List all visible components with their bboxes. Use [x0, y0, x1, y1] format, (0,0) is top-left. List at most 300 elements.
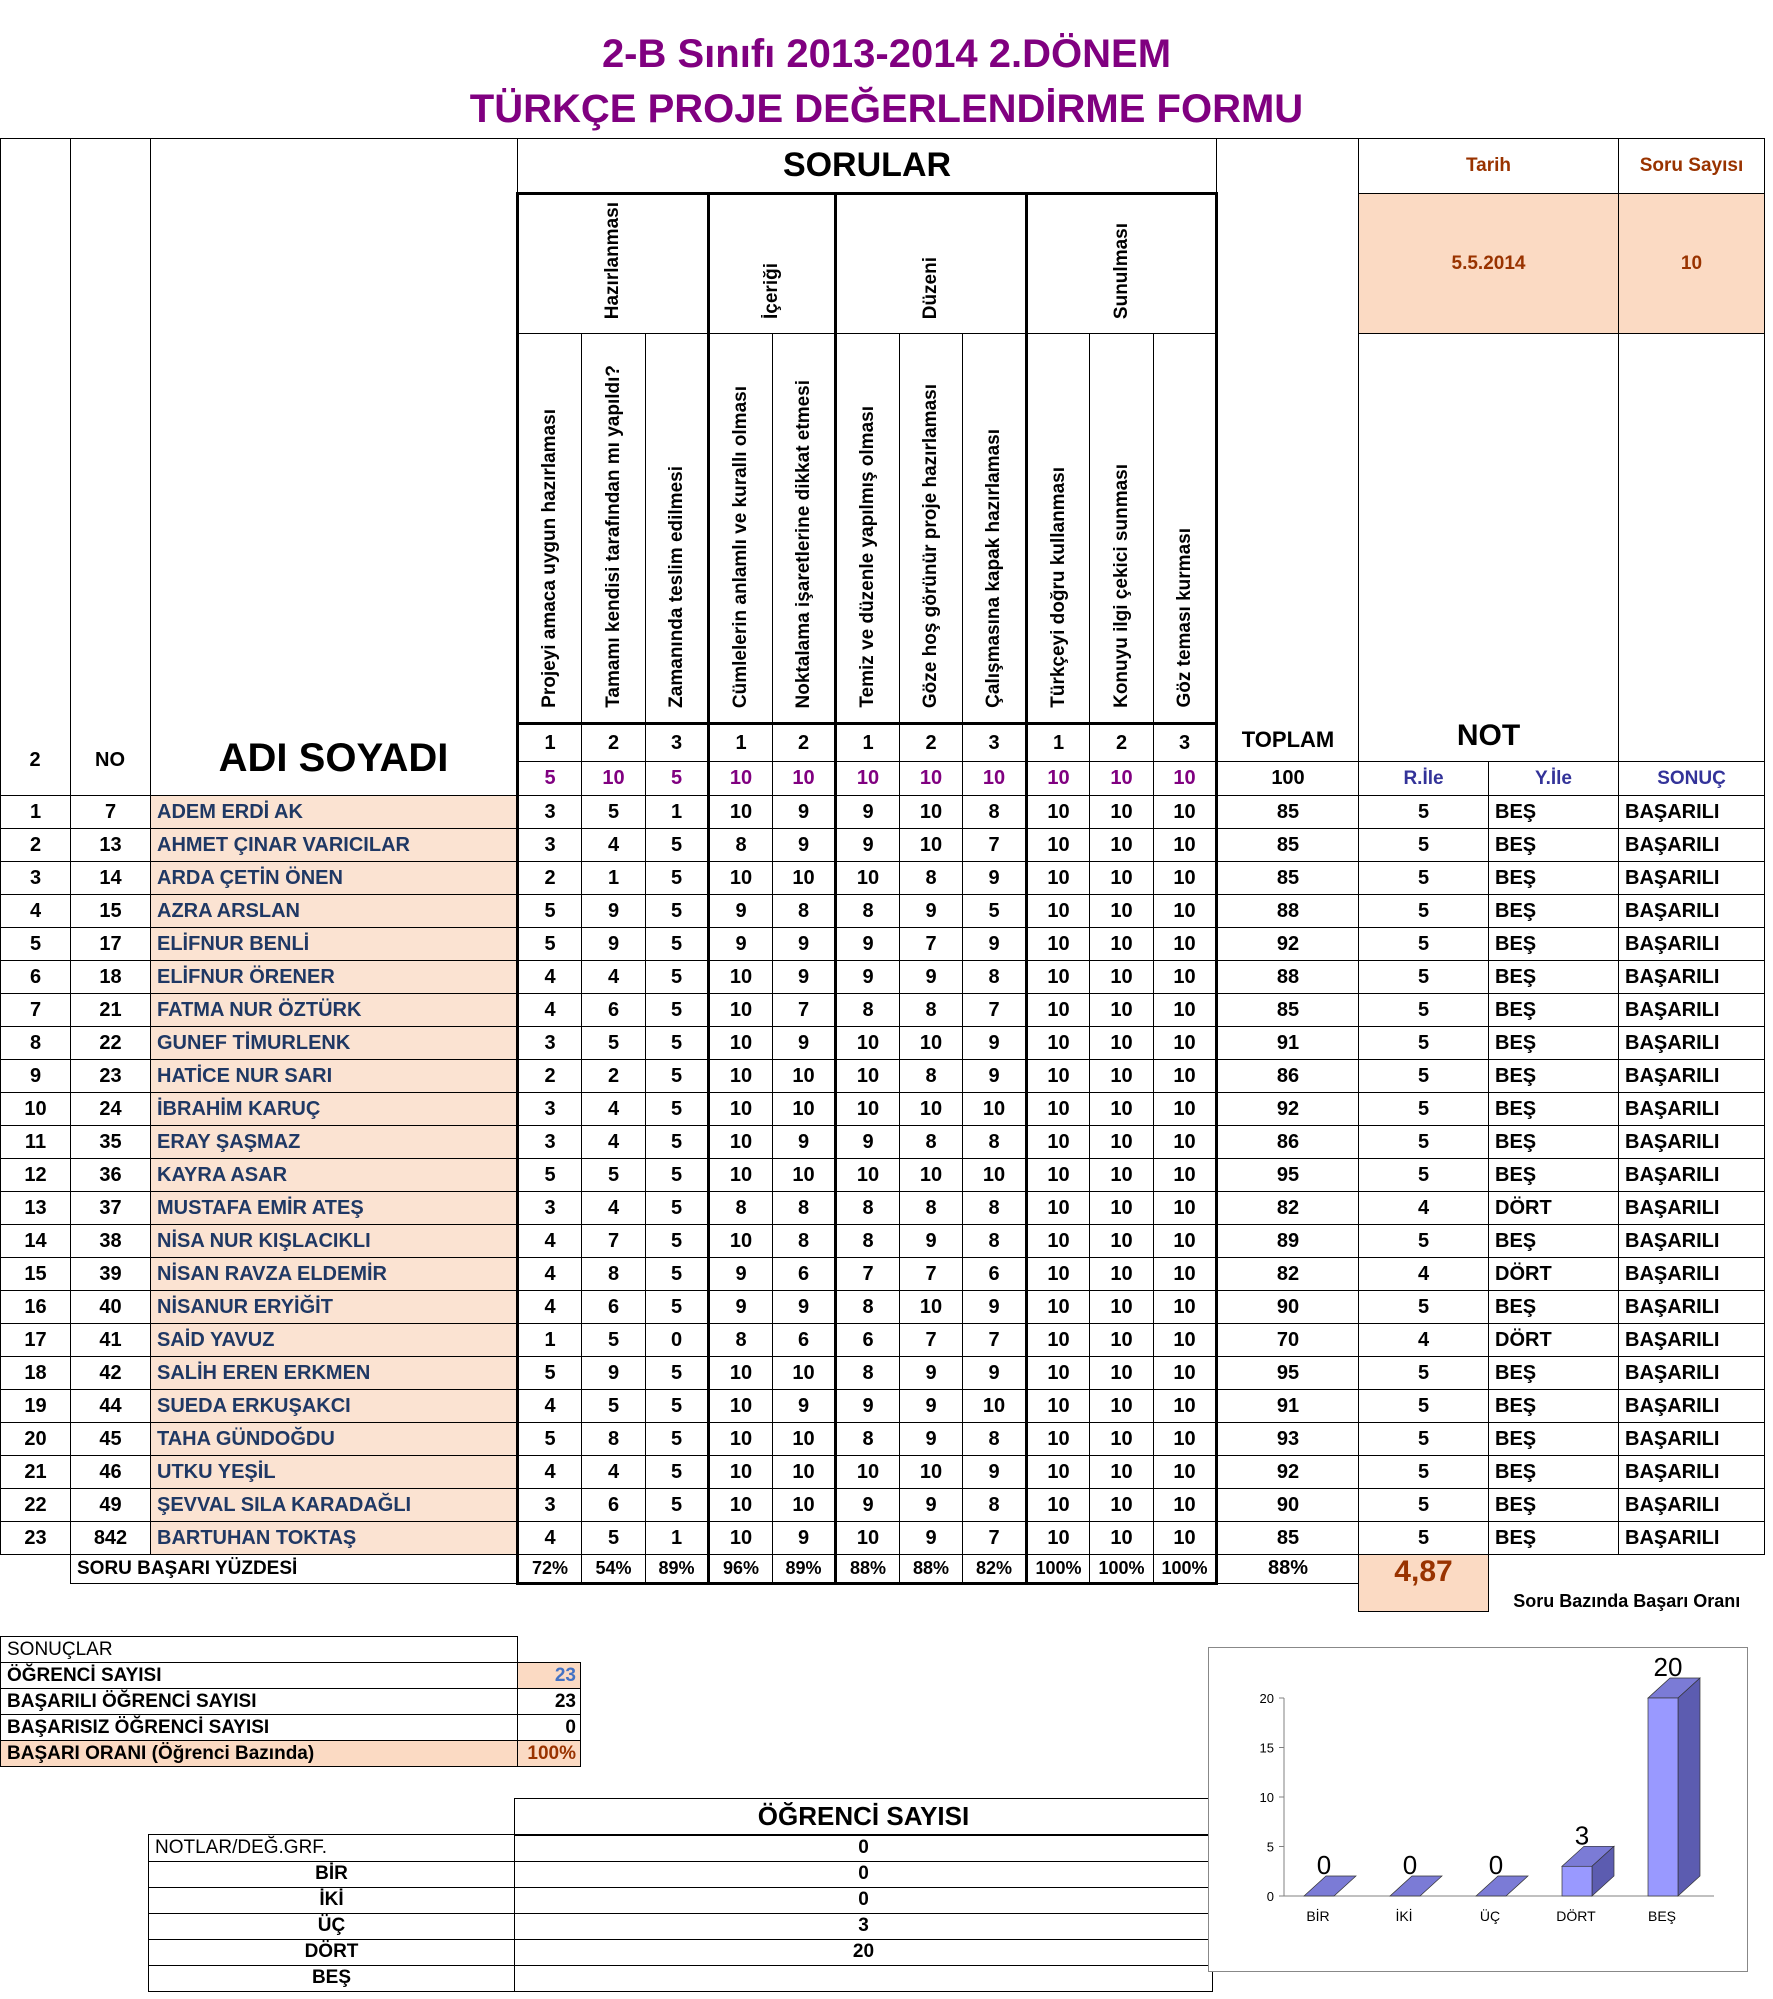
- score-cell: 8: [836, 1357, 900, 1390]
- dist-row: [149, 1913, 1213, 1939]
- student-no: 24: [71, 1093, 151, 1126]
- student-name: GUNEF TİMURLENK: [151, 1027, 518, 1060]
- footer-blank: [1, 1555, 71, 1584]
- grade-word: BEŞ: [1489, 1093, 1619, 1126]
- criterion-9: Türkçeyi doğru kullanması: [1027, 334, 1090, 724]
- student-no: 22: [71, 1027, 151, 1060]
- score-cell: 5: [646, 1489, 709, 1522]
- score-cell: 10: [709, 1357, 773, 1390]
- result-cell: BAŞARILI: [1619, 1060, 1765, 1093]
- score-cell: 8: [900, 1126, 963, 1159]
- score-cell: 1: [646, 796, 709, 829]
- score-cell: 8: [963, 1423, 1027, 1456]
- group-header-3: Düzeni: [836, 194, 1027, 334]
- max-points: 10: [836, 762, 900, 796]
- criterion-11: Göz teması kurması: [1154, 334, 1217, 724]
- score-cell: 9: [582, 895, 646, 928]
- score-cell: 10: [709, 862, 773, 895]
- score-cell: 5: [518, 895, 582, 928]
- score-cell: 5: [646, 1159, 709, 1192]
- student-name: NİSANUR ERYİĞİT: [151, 1291, 518, 1324]
- student-no: 21: [71, 994, 151, 1027]
- grade-word: BEŞ: [1489, 862, 1619, 895]
- group-header-1: Hazırlanması: [518, 194, 709, 334]
- student-name: ADEM ERDİ AK: [151, 796, 518, 829]
- grade-word: BEŞ: [1489, 1027, 1619, 1060]
- score-cell: 7: [963, 829, 1027, 862]
- score-cell: 5: [646, 895, 709, 928]
- percent-cell: 82%: [963, 1555, 1027, 1584]
- score-cell: 9: [709, 1258, 773, 1291]
- dist-value: 3: [515, 1913, 1213, 1939]
- score-cell: 10: [709, 1522, 773, 1555]
- score-cell: 10: [1090, 1324, 1154, 1357]
- y-tick-label: 10: [1259, 1790, 1274, 1805]
- score-cell: 10: [709, 994, 773, 1027]
- score-cell: 6: [582, 1489, 646, 1522]
- score-cell: 10: [1090, 1060, 1154, 1093]
- percent-cell: 96%: [709, 1555, 773, 1584]
- result-cell: BAŞARILI: [1619, 1192, 1765, 1225]
- score-cell: 9: [900, 1423, 963, 1456]
- result-cell: BAŞARILI: [1619, 1159, 1765, 1192]
- score-cell: 8: [582, 1423, 646, 1456]
- student-no: 39: [71, 1258, 151, 1291]
- row-number: 3: [1, 862, 71, 895]
- score-cell: 10: [1027, 1027, 1090, 1060]
- score-cell: 10: [1090, 862, 1154, 895]
- header-row-num: 2: [29, 749, 41, 771]
- dist-value: 20: [515, 1939, 1213, 1965]
- dist-label: ÜÇ: [149, 1913, 515, 1939]
- score-cell: 9: [836, 1489, 900, 1522]
- grade-word: BEŞ: [1489, 1126, 1619, 1159]
- y-tick-label: 5: [1266, 1839, 1274, 1855]
- score-cell: 10: [1154, 1522, 1217, 1555]
- total-cell: 70: [1217, 1324, 1359, 1357]
- score-cell: 3: [518, 1489, 582, 1522]
- score-cell: 10: [1154, 1423, 1217, 1456]
- score-cell: 5: [646, 1192, 709, 1225]
- group-header-4: Sunulması: [1027, 194, 1217, 334]
- score-cell: 5: [646, 862, 709, 895]
- score-cell: 10: [1027, 1423, 1090, 1456]
- grade-number: 5: [1359, 1291, 1489, 1324]
- table-row: [1, 862, 1765, 895]
- score-cell: 10: [1090, 1423, 1154, 1456]
- student-name: FATMA NUR ÖZTÜRK: [151, 994, 518, 1027]
- score-cell: 10: [1027, 1060, 1090, 1093]
- percent-cell: 88%: [836, 1555, 900, 1584]
- bar-data-label: 20: [1653, 1652, 1683, 1682]
- row-number: 9: [1, 1060, 71, 1093]
- y-tick-label: 0: [1266, 1889, 1274, 1904]
- student-name: SAİD YAVUZ: [151, 1324, 518, 1357]
- grade-word: BEŞ: [1489, 1390, 1619, 1423]
- row-number: 10: [1, 1093, 71, 1126]
- dist-header-label: NOTLAR/DEĞ.GRF.: [149, 1835, 515, 1862]
- score-cell: 9: [582, 928, 646, 961]
- dist-label: İKİ: [149, 1887, 515, 1913]
- dist-row: [149, 1861, 1213, 1887]
- score-cell: 10: [1154, 1324, 1217, 1357]
- row-number: 16: [1, 1291, 71, 1324]
- score-cell: 9: [773, 1522, 836, 1555]
- grade-number: 5: [1359, 1060, 1489, 1093]
- sonuclar-value: 100%: [518, 1741, 581, 1767]
- score-cell: 10: [900, 1027, 963, 1060]
- total-cell: 92: [1217, 1456, 1359, 1489]
- score-cell: 10: [1090, 796, 1154, 829]
- score-cell: 10: [1090, 1093, 1154, 1126]
- total-cell: 89: [1217, 1225, 1359, 1258]
- percent-cell: 54%: [582, 1555, 646, 1584]
- score-cell: 10: [1154, 1126, 1217, 1159]
- bar-data-label: 0: [1316, 1850, 1332, 1880]
- score-cell: 10: [1090, 1027, 1154, 1060]
- student-name: AHMET ÇINAR VARICILAR: [151, 829, 518, 862]
- grade-number: 5: [1359, 1423, 1489, 1456]
- score-cell: 10: [1154, 1093, 1217, 1126]
- student-name: ŞEVVAL SILA KARADAĞLI: [151, 1489, 518, 1522]
- score-cell: 5: [582, 1390, 646, 1423]
- total-cell: 82: [1217, 1258, 1359, 1291]
- group-header-2: İçeriği: [709, 194, 836, 334]
- score-cell: 10: [836, 1522, 900, 1555]
- score-cell: 5: [582, 796, 646, 829]
- result-cell: BAŞARILI: [1619, 1522, 1765, 1555]
- table-row: [1, 1225, 1765, 1258]
- total-cell: 88: [1217, 961, 1359, 994]
- criterion-3: Zamanında teslim edilmesi: [646, 334, 709, 724]
- total-percent: 88%: [1217, 1555, 1359, 1584]
- score-cell: 10: [709, 1225, 773, 1258]
- student-no: 23: [71, 1060, 151, 1093]
- student-name: SALİH EREN ERKMEN: [151, 1357, 518, 1390]
- score-cell: 9: [900, 1390, 963, 1423]
- score-cell: 8: [963, 1225, 1027, 1258]
- score-cell: 9: [773, 829, 836, 862]
- score-cell: 8: [963, 796, 1027, 829]
- max-points: 10: [1027, 762, 1090, 796]
- sonuclar-row: [1, 1715, 581, 1741]
- score-cell: 10: [709, 1423, 773, 1456]
- score-cell: 7: [900, 1258, 963, 1291]
- grade-number: 5: [1359, 1456, 1489, 1489]
- grade-number: 5: [1359, 796, 1489, 829]
- student-no: 13: [71, 829, 151, 862]
- score-cell: 5: [582, 1324, 646, 1357]
- percent-cell: 72%: [518, 1555, 582, 1584]
- score-cell: 5: [646, 1456, 709, 1489]
- score-cell: 4: [518, 1258, 582, 1291]
- x-tick-label: BİR: [1306, 1908, 1330, 1924]
- total-cell: 85: [1217, 1522, 1359, 1555]
- table-row: [1, 1489, 1765, 1522]
- score-cell: 4: [582, 1126, 646, 1159]
- score-cell: 8: [900, 862, 963, 895]
- row-number: 13: [1, 1192, 71, 1225]
- criterion-number: 1: [1027, 724, 1090, 762]
- total-cell: 85: [1217, 796, 1359, 829]
- grade-word: BEŞ: [1489, 796, 1619, 829]
- dist-label: DÖRT: [149, 1939, 515, 1965]
- score-cell: 9: [900, 1489, 963, 1522]
- row-number: 22: [1, 1489, 71, 1522]
- table-row: [1, 961, 1765, 994]
- x-tick-label: İKİ: [1395, 1908, 1413, 1924]
- sonuclar-title: SONUÇLAR: [1, 1637, 518, 1663]
- score-cell: 10: [709, 1456, 773, 1489]
- score-cell: 10: [900, 796, 963, 829]
- grade-word: BEŞ: [1489, 1225, 1619, 1258]
- sonuclar-label: BAŞARI ORANI (Öğrenci Bazında): [1, 1741, 518, 1767]
- score-cell: 3: [518, 1027, 582, 1060]
- bar: [1562, 1866, 1592, 1896]
- dist-header-value: 0: [515, 1835, 1213, 1862]
- score-cell: 10: [1154, 994, 1217, 1027]
- x-tick-label: DÖRT: [1556, 1908, 1596, 1924]
- result-cell: BAŞARILI: [1619, 1027, 1765, 1060]
- student-name: TAHA GÜNDOĞDU: [151, 1423, 518, 1456]
- grade-word: BEŞ: [1489, 1357, 1619, 1390]
- score-cell: 10: [1154, 1258, 1217, 1291]
- score-cell: 5: [582, 1159, 646, 1192]
- grade-number: 5: [1359, 1357, 1489, 1390]
- score-cell: 8: [963, 1126, 1027, 1159]
- score-cell: 10: [963, 1093, 1027, 1126]
- score-cell: 10: [1027, 1159, 1090, 1192]
- row-number: 15: [1, 1258, 71, 1291]
- criterion-number: 2: [582, 724, 646, 762]
- score-cell: 8: [900, 1060, 963, 1093]
- grade-word: BEŞ: [1489, 1423, 1619, 1456]
- criterion-number: 1: [709, 724, 773, 762]
- table-row: [1, 1060, 1765, 1093]
- score-cell: 10: [1090, 1159, 1154, 1192]
- dist-value: 0: [515, 1861, 1213, 1887]
- soru-sayisi-value: 10: [1619, 194, 1765, 334]
- table-row: [1, 928, 1765, 961]
- score-cell: 4: [518, 1291, 582, 1324]
- criterion-number: 3: [646, 724, 709, 762]
- max-points: 10: [1090, 762, 1154, 796]
- student-name: SUEDA ERKUŞAKCI: [151, 1390, 518, 1423]
- student-no: 45: [71, 1423, 151, 1456]
- table-row: [1, 1390, 1765, 1423]
- grade-word: BEŞ: [1489, 829, 1619, 862]
- score-cell: 10: [1090, 1258, 1154, 1291]
- score-cell: 9: [900, 961, 963, 994]
- score-cell: 10: [1090, 1456, 1154, 1489]
- row-number: 2: [1, 829, 71, 862]
- sonuclar-label: BAŞARILI ÖĞRENCİ SAYISI: [1, 1689, 518, 1715]
- criterion-number: 1: [836, 724, 900, 762]
- score-cell: 10: [1154, 796, 1217, 829]
- dist-row: [149, 1965, 1213, 1991]
- score-cell: 8: [709, 1192, 773, 1225]
- score-cell: 5: [646, 1357, 709, 1390]
- table-row: [1, 1357, 1765, 1390]
- student-no: 42: [71, 1357, 151, 1390]
- score-cell: 10: [1027, 1291, 1090, 1324]
- score-cell: 5: [646, 1027, 709, 1060]
- score-cell: 10: [900, 829, 963, 862]
- tarih-label: Tarih: [1359, 139, 1619, 194]
- score-cell: 5: [646, 829, 709, 862]
- table-row: [1, 1324, 1765, 1357]
- y-tick-label: 15: [1259, 1740, 1274, 1756]
- student-no: 15: [71, 895, 151, 928]
- score-cell: 9: [836, 796, 900, 829]
- sonuclar-value: 23: [518, 1689, 581, 1715]
- score-cell: 10: [1027, 1357, 1090, 1390]
- criterion-number: 3: [963, 724, 1027, 762]
- sonuclar-label: BAŞARISIZ ÖĞRENCİ SAYISI: [1, 1715, 518, 1741]
- table-row: [1, 829, 1765, 862]
- student-name: ARDA ÇETİN ÖNEN: [151, 862, 518, 895]
- grade-number: 5: [1359, 928, 1489, 961]
- grade-word: DÖRT: [1489, 1258, 1619, 1291]
- score-cell: 4: [518, 1390, 582, 1423]
- score-cell: 7: [900, 928, 963, 961]
- percent-cell: 100%: [1090, 1555, 1154, 1584]
- score-cell: 10: [1090, 928, 1154, 961]
- score-cell: 6: [582, 994, 646, 1027]
- student-no: 37: [71, 1192, 151, 1225]
- score-cell: 10: [1154, 1027, 1217, 1060]
- total-cell: 91: [1217, 1390, 1359, 1423]
- score-cell: 9: [773, 961, 836, 994]
- score-cell: 10: [1027, 1489, 1090, 1522]
- score-cell: 10: [1027, 829, 1090, 862]
- row-number: 12: [1, 1159, 71, 1192]
- score-cell: 10: [773, 1423, 836, 1456]
- total-cell: 91: [1217, 1027, 1359, 1060]
- row-number: 21: [1, 1456, 71, 1489]
- score-cell: 6: [773, 1258, 836, 1291]
- row-number: 8: [1, 1027, 71, 1060]
- score-cell: 10: [773, 1357, 836, 1390]
- score-cell: 9: [773, 1126, 836, 1159]
- student-name: ELİFNUR ÖRENER: [151, 961, 518, 994]
- row-number: 1: [1, 796, 71, 829]
- score-cell: 9: [963, 1291, 1027, 1324]
- score-cell: 10: [1027, 862, 1090, 895]
- score-cell: 10: [1154, 829, 1217, 862]
- score-cell: 10: [709, 1027, 773, 1060]
- score-cell: 10: [900, 1456, 963, 1489]
- score-cell: 9: [582, 1357, 646, 1390]
- student-name: UTKU YEŞİL: [151, 1456, 518, 1489]
- score-cell: 10: [1027, 1225, 1090, 1258]
- score-cell: 10: [1090, 1357, 1154, 1390]
- table-row: [1, 796, 1765, 829]
- score-cell: 10: [1090, 1489, 1154, 1522]
- dist-blank: [149, 1799, 515, 1835]
- chart-svg: [1209, 1648, 1747, 1971]
- score-cell: 5: [646, 1225, 709, 1258]
- score-cell: 4: [582, 961, 646, 994]
- score-cell: 7: [900, 1324, 963, 1357]
- score-cell: 10: [1090, 1192, 1154, 1225]
- row-number: 17: [1, 1324, 71, 1357]
- score-cell: 10: [1027, 796, 1090, 829]
- sonuclar-table: [0, 1636, 581, 1767]
- score-cell: 10: [709, 1093, 773, 1126]
- criterion-7: Göze hoş görünür proje hazırlaması: [900, 334, 963, 724]
- tarih-value: 5.5.2014: [1359, 194, 1619, 334]
- score-cell: 3: [518, 1192, 582, 1225]
- student-name: ERAY ŞAŞMAZ: [151, 1126, 518, 1159]
- score-cell: 9: [963, 862, 1027, 895]
- not-header: NOT: [1359, 334, 1619, 762]
- score-cell: 5: [646, 1423, 709, 1456]
- score-cell: 10: [1090, 994, 1154, 1027]
- criterion-number: 1: [518, 724, 582, 762]
- student-name: KAYRA ASAR: [151, 1159, 518, 1192]
- score-cell: 10: [963, 1159, 1027, 1192]
- score-cell: 2: [518, 862, 582, 895]
- score-cell: 9: [900, 1357, 963, 1390]
- score-cell: 7: [963, 994, 1027, 1027]
- grade-number: 5: [1359, 829, 1489, 862]
- score-cell: 9: [900, 1225, 963, 1258]
- result-cell: BAŞARILI: [1619, 796, 1765, 829]
- score-cell: 5: [646, 994, 709, 1027]
- grade-word: BEŞ: [1489, 1159, 1619, 1192]
- criterion-2: Tamamı kendisi tarafından mı yapıldı?: [582, 334, 646, 724]
- table-row: [1, 1423, 1765, 1456]
- grade-word: DÖRT: [1489, 1192, 1619, 1225]
- score-cell: 7: [582, 1225, 646, 1258]
- result-cell: BAŞARILI: [1619, 1126, 1765, 1159]
- max-points: 10: [963, 762, 1027, 796]
- score-cell: 10: [1154, 1489, 1217, 1522]
- dist-title: ÖĞRENCİ SAYISI: [515, 1799, 1213, 1835]
- row-number: 23: [1, 1522, 71, 1555]
- grade-number: 5: [1359, 1390, 1489, 1423]
- score-cell: 10: [1090, 895, 1154, 928]
- score-cell: 3: [518, 829, 582, 862]
- footer-spacer: [1, 1583, 1359, 1612]
- score-cell: 6: [963, 1258, 1027, 1291]
- score-cell: 10: [836, 1060, 900, 1093]
- total-cell: 95: [1217, 1159, 1359, 1192]
- score-cell: 8: [773, 1225, 836, 1258]
- x-tick-label: BEŞ: [1647, 1908, 1677, 1924]
- max-points: 10: [709, 762, 773, 796]
- table-row: [1, 1093, 1765, 1126]
- score-cell: 9: [963, 1357, 1027, 1390]
- score-cell: 10: [1090, 1225, 1154, 1258]
- result-cell: BAŞARILI: [1619, 1390, 1765, 1423]
- percent-cell: 100%: [1027, 1555, 1090, 1584]
- score-cell: 9: [836, 961, 900, 994]
- student-no: 40: [71, 1291, 151, 1324]
- score-cell: 8: [836, 1423, 900, 1456]
- bar-side: [1678, 1678, 1700, 1896]
- grade-word: BEŞ: [1489, 1522, 1619, 1555]
- score-cell: 1: [646, 1522, 709, 1555]
- dist-label: BİR: [149, 1861, 515, 1887]
- score-cell: 9: [963, 1060, 1027, 1093]
- grade-word: DÖRT: [1489, 1324, 1619, 1357]
- grade-table: [0, 138, 1765, 1612]
- score-cell: 6: [836, 1324, 900, 1357]
- grade-word: BEŞ: [1489, 994, 1619, 1027]
- total-cell: 90: [1217, 1291, 1359, 1324]
